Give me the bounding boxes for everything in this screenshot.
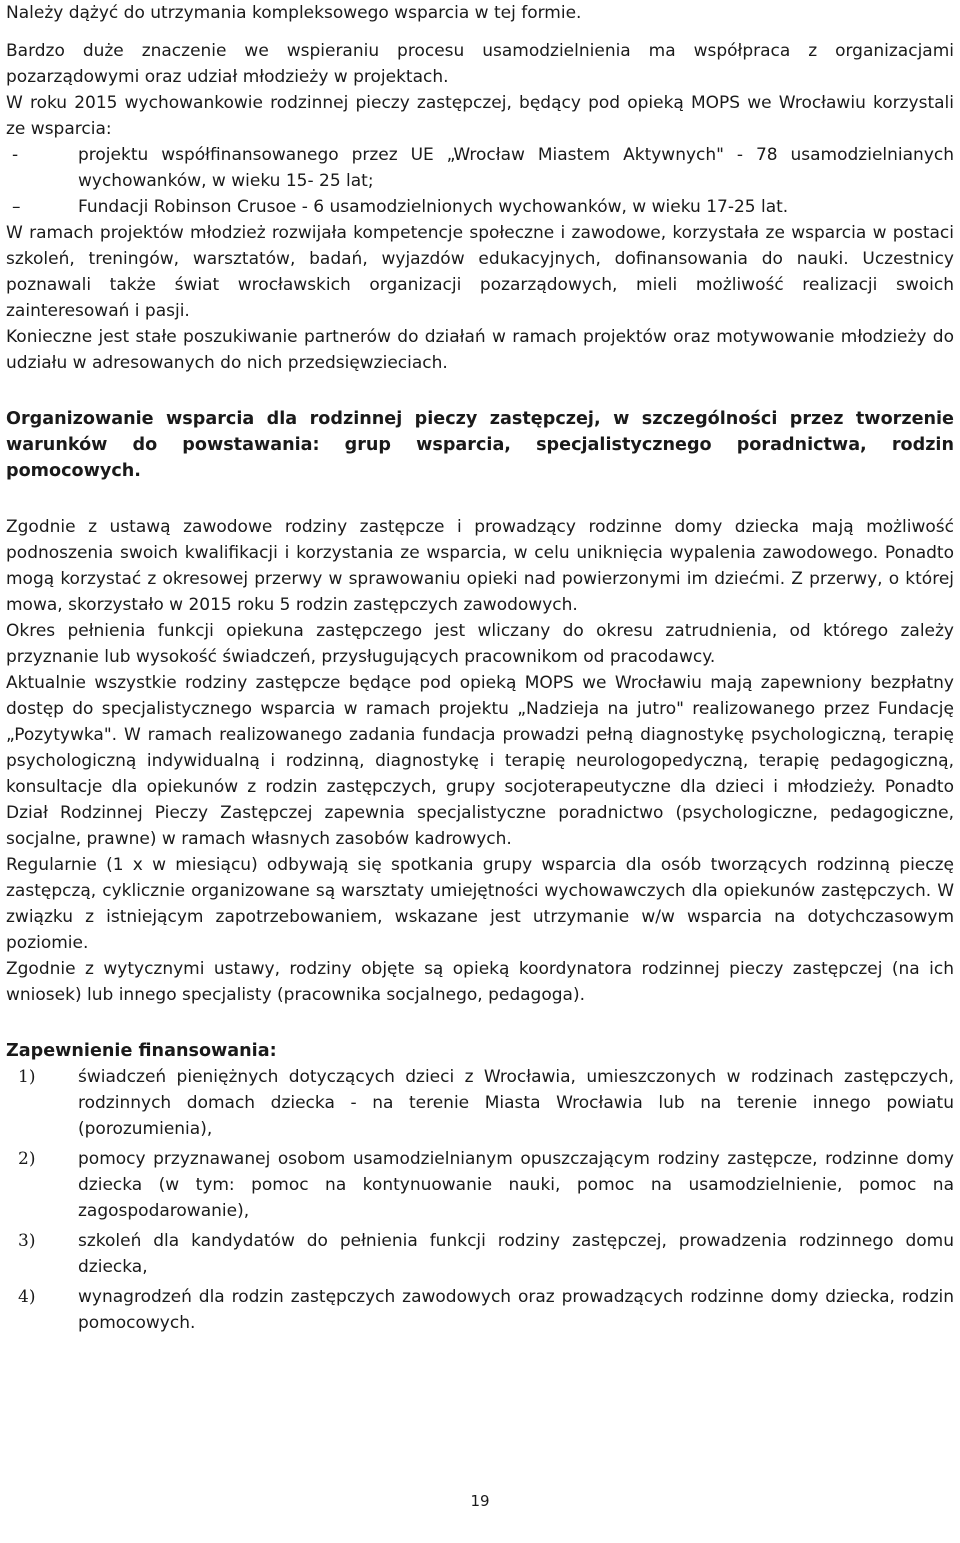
support-list	[6, 142, 954, 220]
page-number: 19	[470, 1492, 490, 1510]
list-marker: –	[12, 197, 21, 217]
paragraph: Bardzo duże znaczenie we wspieraniu procesu usamodzielnienia ma współpraca z organizacjami pozarządowymi oraz udział młodzieży w projektach.	[6, 41, 954, 87]
section-heading: Organizowanie wsparcia dla rodzinnej pieczy zastępczej, w szczególności przez tworzenie warunków do powstawania: grup wsparcia, specjalistycznego poradnictwa, rodzin pomocowych.	[6, 409, 954, 481]
paragraph: Zgodnie z wytycznymi ustawy, rodziny objęte są opieką koordynatora rodzinnej pieczy zastępczej (na ich wniosek) lub innego specjalisty (pracownika socjalnego, pedagoga).	[6, 959, 954, 1005]
list-item	[6, 1064, 954, 1142]
paragraph: Okres pełnienia funkcji opiekuna zastępczego jest wliczany do okresu zatrudnienia, od którego zależy przyznanie lub wysokość świadczeń, przysługujących pracownikom od pracodawcy.	[6, 621, 954, 667]
paragraph: Regularnie (1 x w miesiącu) odbywają się spotkania grupy wsparcia dla osób tworzących rodzinną pieczę zastępczą, cyklicznie organizowane są warsztaty umiejętności wychowawczych dla opiekunów zastępczych. W związku z istniejącym zapotrzebowaniem, wskazane jest utrzymanie w/w wsparcia na dotychczasowym poziomie.	[6, 855, 954, 953]
list-item-text: świadczeń pieniężnych dotyczących dzieci z Wrocławia, umieszczonych w rodzinach zastępczych, rodzinnych domach dziecka - na terenie Miasta Wrocławia lub na terenie innego powiatu (porozumienia),	[78, 1067, 954, 1139]
list-item	[6, 1228, 954, 1280]
list-item-text: projektu współfinansowanego przez UE „Wrocław Miastem Aktywnych" - 78 usamodzielnianych wychowanków, w wieku 15- 25 lat;	[78, 145, 954, 191]
list-item	[6, 1284, 954, 1336]
document-body	[6, 0, 954, 1340]
list-item-text: szkoleń dla kandydatów do pełnienia funkcji rodziny zastępczej, prowadzenia rodzinnego domu dziecka,	[78, 1231, 954, 1277]
list-marker: 1)	[18, 1067, 36, 1087]
list-item	[6, 142, 954, 194]
list-item-text: Fundacji Robinson Crusoe - 6 usamodzielnionych wychowanków, w wieku 17-25 lat.	[78, 197, 789, 217]
section-heading: Zapewnienie finansowania:	[6, 1041, 277, 1061]
list-marker: 3)	[18, 1231, 36, 1251]
paragraph: W ramach projektów młodzież rozwijała kompetencje społeczne i zawodowe, korzystała ze wsparcia w postaci szkoleń, treningów, warsztatów, badań, wyjazdów edukacyjnych, dofinansowania do nauki. Uczestnicy poznawali także świat wrocławskich organizacji pozarządowych, mieli możliwość realizacji swoich zainteresowań i pasji.	[6, 223, 954, 321]
paragraph: Aktualnie wszystkie rodziny zastępcze będące pod opieką MOPS we Wrocławiu mają zapewniony bezpłatny dostęp do specjalistycznego wsparcia w ramach projektu „Nadzieja na jutro" realizowanego przez Fundację „Pozytywka". W ramach realizowanego zadania fundacja prowadzi pełną diagnostykę psychologiczną, terapię psychologiczną indywidualną i rodzinną, diagnostykę i terapię neurologopedyczną, terapię pedagogiczną, konsultacje dla opiekunów z rodzin zastępczych, grupy socjoterapeutyczne dla dzieci i młodzieży. Ponadto Dział Rodzinnej Pieczy Zastępczej zapewnia specjalistyczne poradnictwo (psychologiczne, pedagogiczne, socjalne, prawne) w ramach własnych zasobów kadrowych.	[6, 673, 954, 849]
funding-list	[6, 1064, 954, 1336]
list-marker: -	[12, 145, 19, 165]
list-marker: 4)	[18, 1287, 36, 1307]
paragraph: W roku 2015 wychowankowie rodzinnej pieczy zastępczej, będący pod opieką MOPS we Wrocławiu korzystali ze wsparcia:	[6, 93, 954, 139]
paragraph: Zgodnie z ustawą zawodowe rodziny zastępcze i prowadzący rodzinne domy dziecka mają możliwość podnoszenia swoich kwalifikacji i korzystania ze wsparcia, w celu uniknięcia wypalenia zawodowego. Ponadto mogą korzystać z okresowej przerwy w sprawowaniu opieki nad powierzonymi im dziećmi. Z przerwy, o której mowa, skorzystało w 2015 roku 5 rodzin zastępczych zawodowych.	[6, 517, 954, 615]
list-marker: 2)	[18, 1149, 36, 1169]
paragraph: Należy dążyć do utrzymania kompleksowego wsparcia w tej formie.	[6, 3, 582, 23]
paragraph: Konieczne jest stałe poszukiwanie partnerów do działań w ramach projektów oraz motywowanie młodzieży do udziału w adresowanych do nich przedsięwzieciach.	[6, 327, 954, 373]
list-item	[6, 194, 954, 220]
list-item-text: pomocy przyznawanej osobom usamodzielnianym opuszczającym rodziny zastępcze, rodzinne domy dziecka (w tym: pomoc na kontynuowanie nauki, pomoc na usamodzielnienie, pomoc na zagospodarowanie),	[78, 1149, 954, 1221]
list-item-text: wynagrodzeń dla rodzin zastępczych zawodowych oraz prowadzących rodzinne domy dziecka, rodzin pomocowych.	[78, 1287, 954, 1333]
list-item	[6, 1146, 954, 1224]
